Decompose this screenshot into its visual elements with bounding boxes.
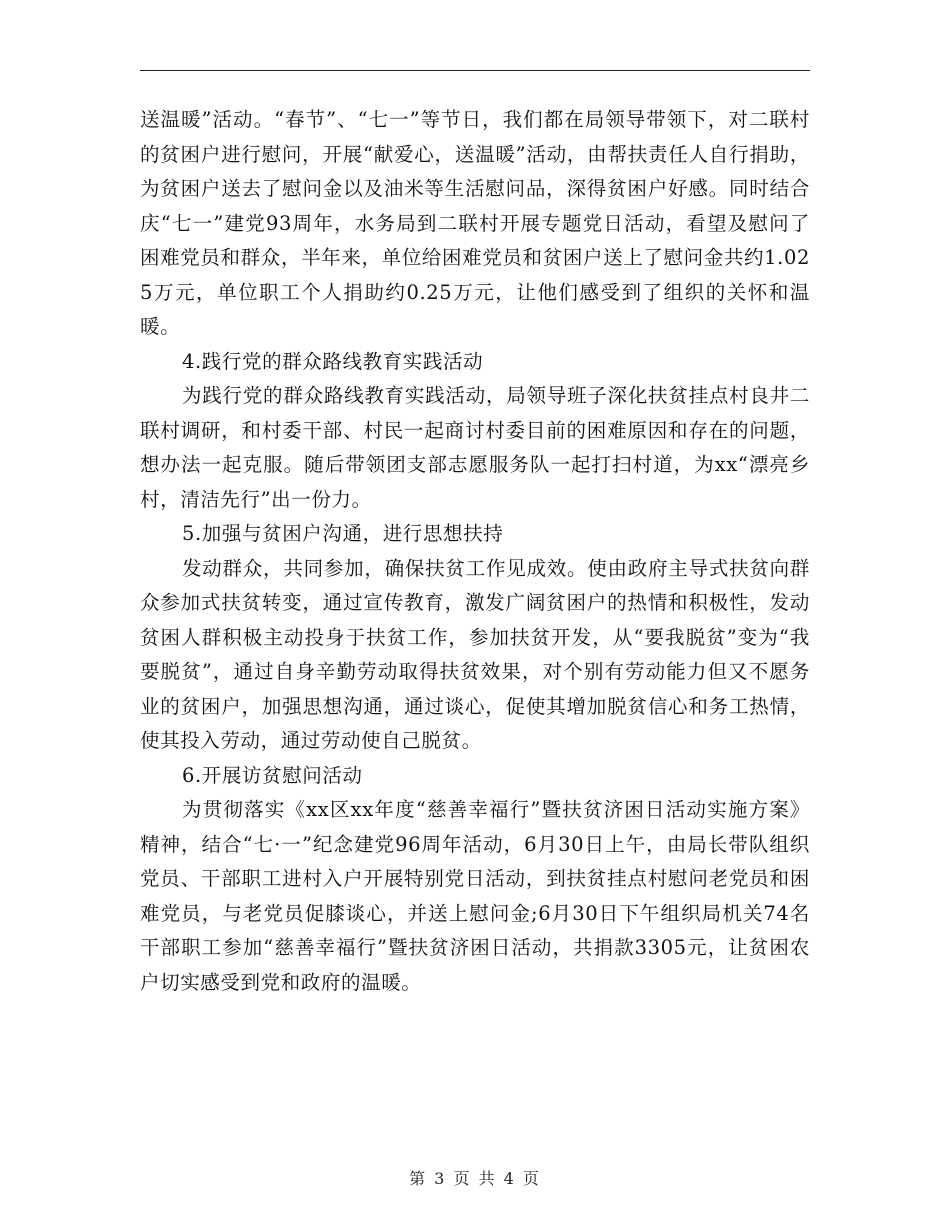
paragraph-continued: 送温暖”活动。“春节”、“七一”等节日，我们都在局领导带领下，对二联村的贫困户进行慰问，开展“献爱心，送温暖”活动，由帮扶责任人自行捐助，为贫困户送去了慰问金以及油米等生活慰问品，深得贫困户好感。同时结合庆“七一”建党93周年，水务局到二联村开展专题党日活动，看望及慰问了困难党员和群众，半年来，单位给困难党员和贫困户送上了慰问金共约1.025万元，单位职工个人捐助约0.25万元，让他们感受到了组织的关怀和温暖。 [140, 108, 810, 338]
header-rule [140, 70, 810, 71]
section-6-body: 为贯彻落实《xx区xx年度“慈善幸福行”暨扶贫济困日活动实施方案》精神，结合“七·一”纪念建党96周年活动，6月30日上午，由局长带队组织党员、干部职工进村入户开展特别党日活动，到扶贫挂点村慰问老党员和困难党员，与老党员促膝谈心，并送上慰问金;6月30日下午组织局机关74名干部职工参加“慈善幸福行”暨扶贫济困日活动，共捐款3305元，让贫困农户切实感受到党和政府的温暖。 [140, 798, 810, 994]
section-4-heading: 4.践行党的群众路线教育实践活动 [182, 349, 484, 373]
section-5-heading: 5.加强与贫困户沟通，进行思想扶持 [182, 522, 504, 545]
section-4-body: 为践行党的群众路线教育实践活动，局领导班子深化扶贫挂点村良井二联村调研，和村委干部、村民一起商讨村委目前的困难原因和存在的问题，想办法一起克服。随后带领团支部志愿服务队一起打扫村道，为xx“漂亮乡村，清洁先行”出一份力。 [140, 384, 810, 511]
section-6-heading: 6.开展访贫慰问活动 [182, 763, 363, 787]
section-5-body: 发动群众，共同参加，确保扶贫工作见成效。使由政府主导式扶贫向群众参加式扶贫转变，通过宣传教育，激发广阔贫困户的热情和积极性，发动贫困人群积极主动投身于扶贫工作，参加扶贫开发，从“要我脱贫”变为“我要脱贫”，通过自身辛勤劳动取得扶贫效果，对个别有劳动能力但又不愿务业的贫困户，加强思想沟通，通过谈心，促使其增加脱贫信心和务工热情，使其投入劳动，通过劳动使自己脱贫。 [140, 556, 810, 752]
page-footer: 第 3 页 共 4 页 [409, 1169, 541, 1188]
document-body [140, 103, 810, 1000]
